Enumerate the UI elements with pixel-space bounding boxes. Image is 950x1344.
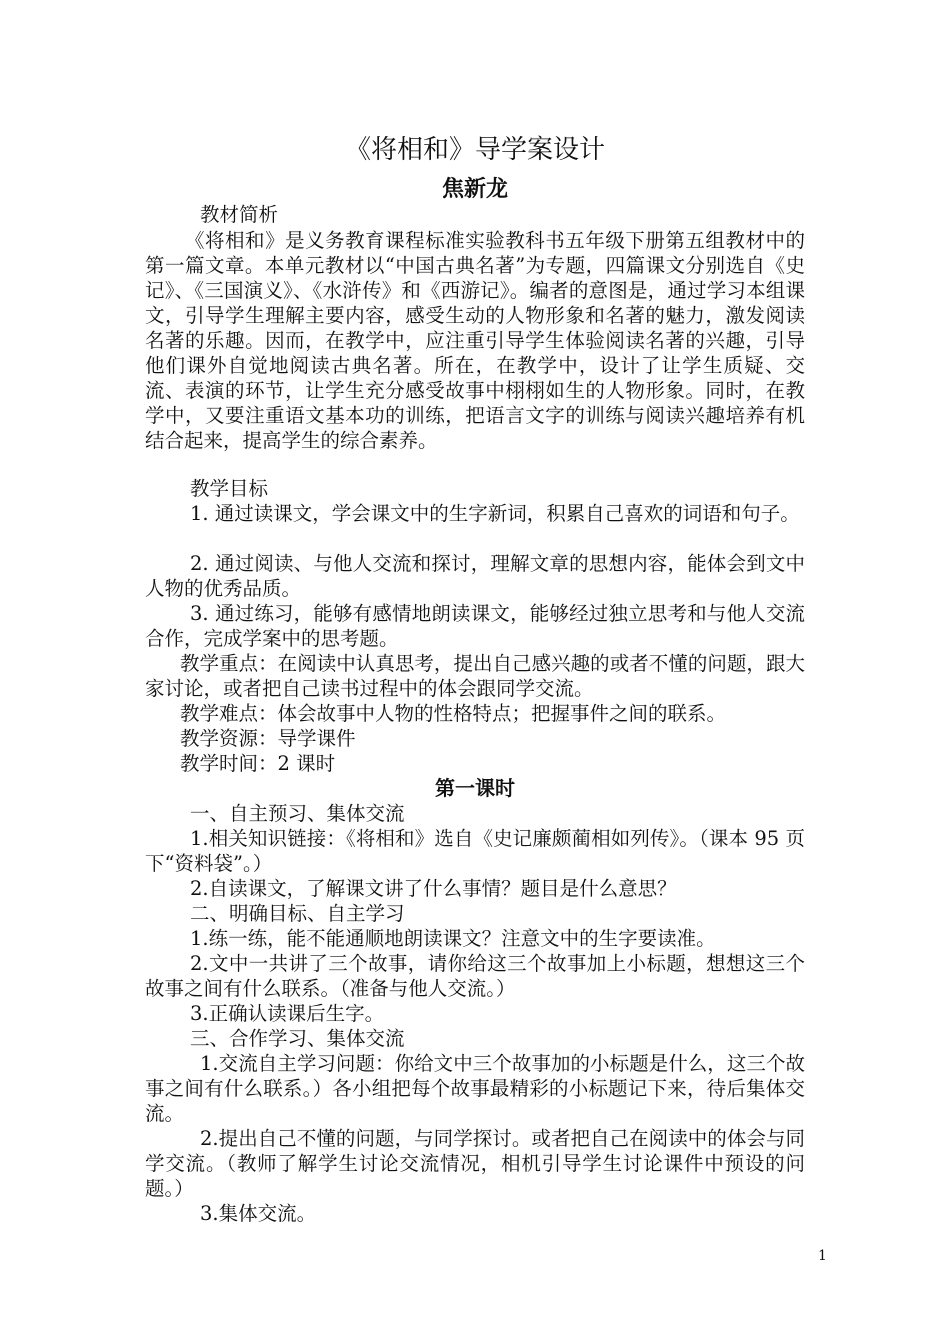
part-3-heading: 三、合作学习、集体交流 xyxy=(190,1027,405,1050)
part-1-item-2: 2.自读课文，了解课文讲了什么事情？题目是什么意思？ xyxy=(190,877,677,900)
part-3-item-1: 1.交流自主学习问题：你给文中三个故事加的小标题是什么，这三个故事之间有什么联系。）各小组把每个故事最精彩的小标题记下来，待后集体交流。 xyxy=(145,1052,805,1125)
part-2-item-1: 1.练一练，能不能通顺地朗读课文？注意文中的生字要读准。 xyxy=(190,927,716,950)
part-2-item-2: 2.文中一共讲了三个故事，请你给这三个故事加上小标题，想想这三个故事之间有什么联系。（准备与他人交流。） xyxy=(145,952,805,1000)
lesson-one-heading: 第一课时 xyxy=(435,776,515,800)
key-point: 教学重点：在阅读中认真思考，提出自己感兴趣的或者不懂的问题，跟大家讨论，或者把自己读书过程中的体会跟同学交流。 xyxy=(145,652,805,700)
part-2-heading: 二、明确目标、自主学习 xyxy=(190,902,405,925)
part-1-item-1: 1.相关知识链接：《将相和》选自《史记廉颇蔺相如列传》。（课本 95 页下“资料袋”。） xyxy=(145,827,805,875)
goal-item-1: 1. 通过读课文，学会课文中的生字新词，积累自己喜欢的词语和句子。 xyxy=(190,502,800,525)
part-1-heading: 一、自主预习、集体交流 xyxy=(190,802,405,825)
goals-heading: 教学目标 xyxy=(190,477,269,500)
goal-item-2: 2. 通过阅读、与他人交流和探讨，理解文章的思想内容，能体会到文中人物的优秀品质。 xyxy=(145,552,805,600)
page-number: 1 xyxy=(818,1248,827,1264)
part-3-item-3: 3.集体交流。 xyxy=(200,1202,317,1225)
part-2-item-3: 3.正确认读课后生字。 xyxy=(190,1002,385,1025)
analysis-paragraph: 《将相和》是义务教育课程标准实验教科书五年级下册第五组教材中的第一篇文章。本单元教材以“中国古典名著”为专题，四篇课文分别选自《史记》、《三国演义》、《水浒传》和《西游记》。编者的意图是，通过学习本组课文，引导学生理解主要内容，感受生动的人物形象和名著的魅力，激发阅读名著的乐趣。因而，在教学中，应注重引导学生体验阅读名著的兴趣，引导他们课外自觉地阅读古典名著。所在，在教学中，设计了让学生质疑、交流、表演的环节，让学生充分感受故事中栩栩如生的人物形象。同时，在教学中，又要注重语文基本功的训练，把语言文字的训练与阅读兴趣培养有机结合起来，提高学生的综合素养。 xyxy=(145,229,805,452)
teaching-time: 教学时间：2 课时 xyxy=(180,752,336,775)
difficulty: 教学难点：体会故事中人物的性格特点；把握事件之间的联系。 xyxy=(180,702,727,725)
part-3-item-2: 2.提出自己不懂的问题，与同学探讨。或者把自己在阅读中的体会与同学交流。（教师了解学生讨论交流情况，相机引导学生讨论课件中预设的问题。） xyxy=(145,1127,805,1200)
resources: 教学资源：导学课件 xyxy=(180,727,356,750)
author-name: 焦新龙 xyxy=(441,177,508,202)
analysis-heading: 教材简析 xyxy=(200,203,279,226)
goal-item-3: 3. 通过练习，能够有感情地朗读课文，能够经过独立思考和与他人交流合作，完成学案中的思考题。 xyxy=(145,602,805,650)
document-title: 《将相和》导学案设计 xyxy=(344,135,605,165)
